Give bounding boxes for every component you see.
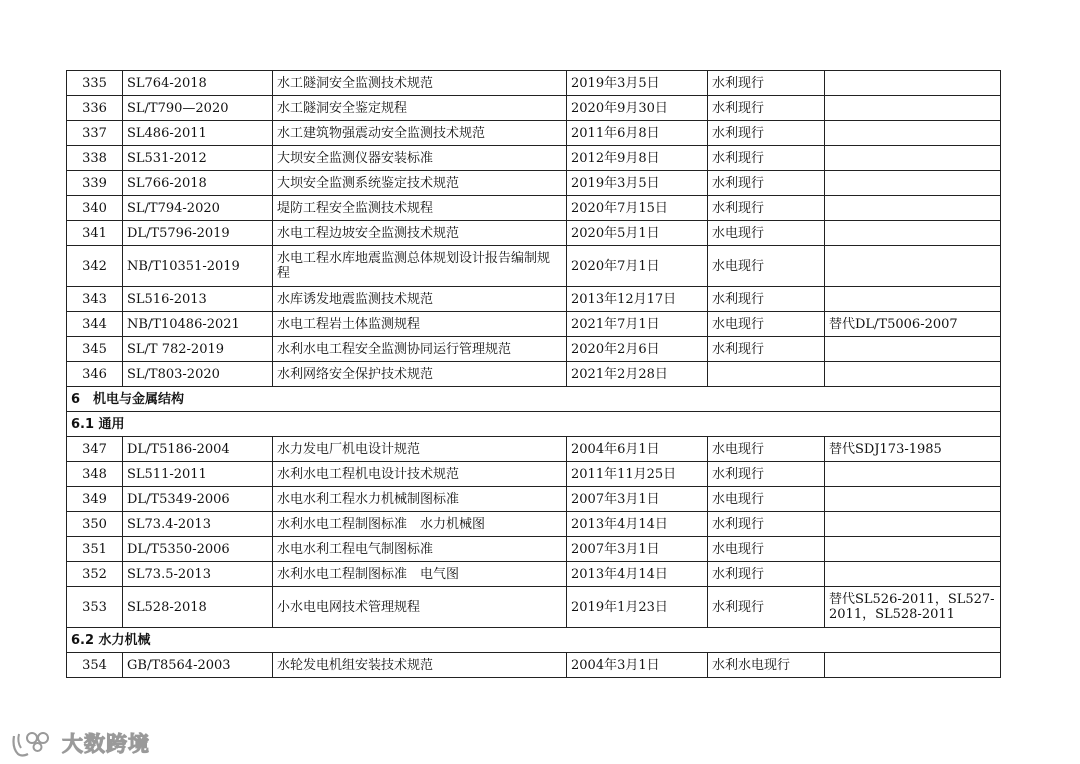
table-row [67,312,1001,337]
row-number-cell: 338 [67,146,123,171]
row-number-cell: 349 [67,487,123,512]
note-cell [825,96,1001,121]
status-cell: 水利现行 [708,121,825,146]
status-cell: 水利现行 [708,587,825,628]
status-cell: 水利现行 [708,71,825,96]
standard-code-cell: SL528-2018 [123,587,273,628]
table-row [67,462,1001,487]
table-row [67,437,1001,462]
standard-code-cell: SL/T 782-2019 [123,337,273,362]
standard-code-cell: DL/T5186-2004 [123,437,273,462]
table-row [67,171,1001,196]
note-cell [825,462,1001,487]
standard-name-cell: 堤防工程安全监测技术规程 [273,196,567,221]
status-cell: 水电现行 [708,312,825,337]
note-cell [825,337,1001,362]
row-number-cell: 342 [67,246,123,287]
effective-date-cell: 2020年7月15日 [567,196,708,221]
effective-date-cell: 2013年4月14日 [567,562,708,587]
row-number-cell: 351 [67,537,123,562]
standard-name-cell: 水利网络安全保护技术规范 [273,362,567,387]
watermark [10,726,150,760]
section-heading: 6.1 通用 [67,412,1001,437]
standard-code-cell: NB/T10351-2019 [123,246,273,287]
table-row [67,287,1001,312]
note-cell [825,121,1001,146]
section-heading-row [67,628,1001,653]
note-cell [825,196,1001,221]
status-cell: 水利水电现行 [708,653,825,678]
standard-code-cell: SL/T803-2020 [123,362,273,387]
section-heading-row [67,387,1001,412]
standard-name-cell: 大坝安全监测仪器安装标准 [273,146,567,171]
status-cell: 水电现行 [708,246,825,287]
watermark-logo-icon [10,728,54,758]
effective-date-cell: 2020年7月1日 [567,246,708,287]
table-row [67,562,1001,587]
effective-date-cell: 2020年9月30日 [567,96,708,121]
effective-date-cell: 2012年9月8日 [567,146,708,171]
section-heading-row [67,412,1001,437]
status-cell: 水利现行 [708,512,825,537]
note-cell [825,71,1001,96]
effective-date-cell: 2011年11月25日 [567,462,708,487]
table-row [67,512,1001,537]
status-cell [708,362,825,387]
table-row [67,653,1001,678]
standards-table [66,70,1001,678]
note-cell: 替代DL/T5006-2007 [825,312,1001,337]
standard-code-cell: GB/T8564-2003 [123,653,273,678]
note-cell [825,146,1001,171]
effective-date-cell: 2011年6月8日 [567,121,708,146]
standard-name-cell: 水利水电工程制图标准 电气图 [273,562,567,587]
row-number-cell: 353 [67,587,123,628]
standard-name-cell: 水库诱发地震监测技术规范 [273,287,567,312]
table-row [67,337,1001,362]
standard-name-cell: 水工隧洞安全监测技术规范 [273,71,567,96]
effective-date-cell: 2004年3月1日 [567,653,708,678]
effective-date-cell: 2019年3月5日 [567,171,708,196]
standard-code-cell: DL/T5350-2006 [123,537,273,562]
table-row [67,121,1001,146]
effective-date-cell: 2007年3月1日 [567,487,708,512]
watermark-text: 大数跨境 [62,732,150,756]
effective-date-cell: 2020年2月6日 [567,337,708,362]
effective-date-cell: 2019年1月23日 [567,587,708,628]
row-number-cell: 336 [67,96,123,121]
standard-code-cell: SL486-2011 [123,121,273,146]
row-number-cell: 344 [67,312,123,337]
row-number-cell: 340 [67,196,123,221]
standard-name-cell: 水电水利工程水力机械制图标准 [273,487,567,512]
status-cell: 水利现行 [708,146,825,171]
table-row [67,221,1001,246]
status-cell: 水利现行 [708,96,825,121]
table-row [67,587,1001,628]
status-cell: 水利现行 [708,562,825,587]
section-heading: 6.2 水力机械 [67,628,1001,653]
standard-name-cell: 水电工程边坡安全监测技术规范 [273,221,567,246]
table-row [67,246,1001,287]
effective-date-cell: 2004年6月1日 [567,437,708,462]
note-cell [825,487,1001,512]
section-heading: 6 机电与金属结构 [67,387,1001,412]
note-cell [825,562,1001,587]
standard-code-cell: SL/T790—2020 [123,96,273,121]
row-number-cell: 335 [67,71,123,96]
standard-code-cell: SL73.5-2013 [123,562,273,587]
row-number-cell: 337 [67,121,123,146]
standard-name-cell: 水电工程岩土体监测规程 [273,312,567,337]
standard-code-cell: SL766-2018 [123,171,273,196]
standard-code-cell: SL/T794-2020 [123,196,273,221]
standard-code-cell: SL511-2011 [123,462,273,487]
note-cell [825,653,1001,678]
note-cell [825,221,1001,246]
table-row [67,362,1001,387]
standards-table-body [67,71,1001,678]
note-cell [825,246,1001,287]
note-cell: 替代SL526-2011，SL527-2011，SL528-2011 [825,587,1001,628]
table-row [67,196,1001,221]
table-row [67,71,1001,96]
table-row [67,487,1001,512]
effective-date-cell: 2007年3月1日 [567,537,708,562]
standard-code-cell: DL/T5796-2019 [123,221,273,246]
standard-name-cell: 水工隧洞安全鉴定规程 [273,96,567,121]
row-number-cell: 352 [67,562,123,587]
standard-name-cell: 水利水电工程制图标准 水力机械图 [273,512,567,537]
status-cell: 水利现行 [708,196,825,221]
note-cell: 替代SDJ173-1985 [825,437,1001,462]
standard-name-cell: 水力发电厂机电设计规范 [273,437,567,462]
standard-name-cell: 水轮发电机组安装技术规范 [273,653,567,678]
note-cell [825,287,1001,312]
row-number-cell: 354 [67,653,123,678]
standard-code-cell: SL73.4-2013 [123,512,273,537]
status-cell: 水利现行 [708,171,825,196]
table-row [67,537,1001,562]
standard-code-cell: SL516-2013 [123,287,273,312]
status-cell: 水电现行 [708,537,825,562]
effective-date-cell: 2021年7月1日 [567,312,708,337]
table-row [67,96,1001,121]
row-number-cell: 346 [67,362,123,387]
row-number-cell: 345 [67,337,123,362]
standard-name-cell: 小水电电网技术管理规程 [273,587,567,628]
status-cell: 水电现行 [708,221,825,246]
row-number-cell: 343 [67,287,123,312]
status-cell: 水电现行 [708,487,825,512]
effective-date-cell: 2020年5月1日 [567,221,708,246]
standard-name-cell: 水利水电工程机电设计技术规范 [273,462,567,487]
row-number-cell: 347 [67,437,123,462]
note-cell [825,362,1001,387]
standard-code-cell: DL/T5349-2006 [123,487,273,512]
standard-code-cell: SL531-2012 [123,146,273,171]
standard-name-cell: 水工建筑物强震动安全监测技术规范 [273,121,567,146]
standard-name-cell: 大坝安全监测系统鉴定技术规范 [273,171,567,196]
note-cell [825,512,1001,537]
table-row [67,146,1001,171]
standard-name-cell: 水电水利工程电气制图标准 [273,537,567,562]
status-cell: 水利现行 [708,337,825,362]
row-number-cell: 341 [67,221,123,246]
row-number-cell: 348 [67,462,123,487]
status-cell: 水利现行 [708,462,825,487]
effective-date-cell: 2019年3月5日 [567,71,708,96]
status-cell: 水利现行 [708,287,825,312]
note-cell [825,537,1001,562]
effective-date-cell: 2013年4月14日 [567,512,708,537]
standard-name-cell: 水电工程水库地震监测总体规划设计报告编制规程 [273,246,567,287]
row-number-cell: 339 [67,171,123,196]
effective-date-cell: 2021年2月28日 [567,362,708,387]
standard-code-cell: NB/T10486-2021 [123,312,273,337]
effective-date-cell: 2013年12月17日 [567,287,708,312]
standard-name-cell: 水利水电工程安全监测协同运行管理规范 [273,337,567,362]
status-cell: 水电现行 [708,437,825,462]
row-number-cell: 350 [67,512,123,537]
note-cell [825,171,1001,196]
standard-code-cell: SL764-2018 [123,71,273,96]
